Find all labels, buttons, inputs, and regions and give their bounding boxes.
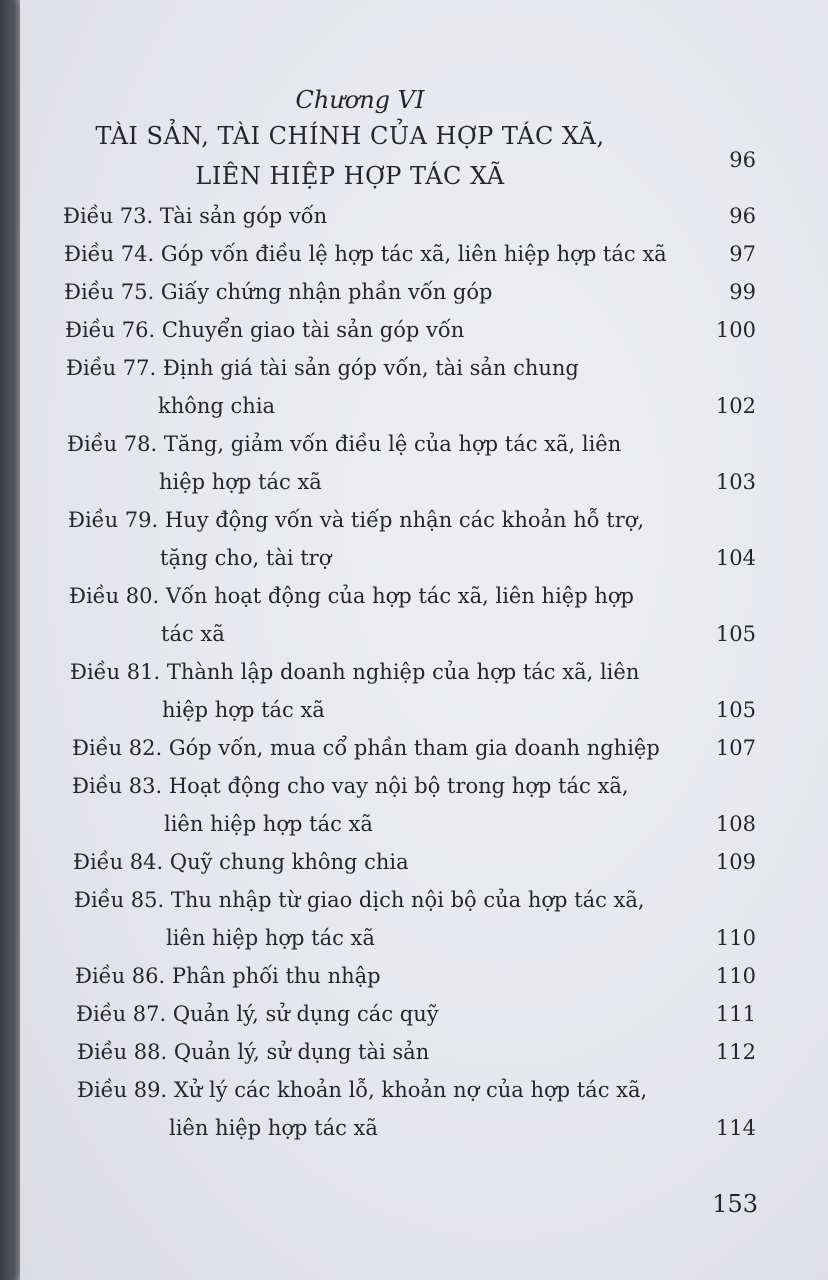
chapter-title-line-2: LIÊN HIỆP HỢP TÁC XÃ (195, 162, 505, 190)
toc-entry-label-continued: hiệp hợp tác xã (159, 470, 322, 494)
toc-entry-label-continued: tặng cho, tài trợ (160, 546, 332, 570)
toc-entry-page-number: 114 (715, 1116, 756, 1140)
toc-entry-page-number: 112 (715, 1040, 756, 1064)
toc-entry-label: Điều 77. Định giá tài sản góp vốn, tài sản chung (66, 356, 579, 380)
toc-entry-page-number: 110 (715, 964, 756, 988)
toc-entry-label: Điều 84. Quỹ chung không chia (73, 850, 409, 874)
toc-entry-label: Điều 81. Thành lập doanh nghiệp của hợp tác xã, liên (70, 660, 640, 684)
toc-entry-label: Điều 79. Huy động vốn và tiếp nhận các khoản hỗ trợ, (68, 508, 645, 532)
toc-entry-label-continued: tác xã (161, 622, 225, 646)
toc-entry-page-number: 105 (715, 622, 756, 646)
toc-entry-page-number: 100 (715, 318, 756, 342)
toc-entry-page-number: 99 (729, 280, 756, 304)
chapter-heading: Chương VI (295, 86, 425, 114)
toc-entry-page-number: 107 (715, 736, 756, 760)
toc-entry-page-number: 104 (715, 546, 756, 570)
toc-entry-page-number: 96 (729, 204, 756, 228)
toc-entry-label-continued: liên hiệp hợp tác xã (166, 926, 375, 950)
page-number: 153 (712, 1190, 758, 1218)
toc-entry-label: Điều 88. Quản lý, sử dụng tài sản (77, 1040, 430, 1064)
chapter-title (80, 116, 620, 196)
toc-entry-page-number: 108 (715, 812, 756, 836)
toc-entry-label: Điều 80. Vốn hoạt động của hợp tác xã, liên hiệp hợp (69, 584, 634, 608)
book-page (20, 0, 828, 1280)
toc-entry-label: Điều 82. Góp vốn, mua cổ phần tham gia doanh nghiệp (72, 736, 660, 760)
toc-entry-label: Điều 73. Tài sản góp vốn (63, 204, 328, 228)
toc-entry-page-number: 103 (715, 470, 756, 494)
toc-entry-label-continued: liên hiệp hợp tác xã (164, 812, 373, 836)
toc-entry-page-number: 111 (715, 1002, 756, 1026)
toc-entry-page-number: 110 (715, 926, 756, 950)
toc-entry-label-continued: không chia (158, 394, 276, 418)
toc-entry-label: Điều 85. Thu nhập từ giao dịch nội bộ của hợp tác xã, (74, 888, 645, 912)
toc-entry-label: Điều 86. Phân phối thu nhập (75, 964, 381, 988)
toc-entry-label-continued: hiệp hợp tác xã (162, 698, 325, 722)
chapter-title-page-number: 96 (729, 148, 756, 172)
chapter-title-line-1: TÀI SẢN, TÀI CHÍNH CỦA HỢP TÁC XÃ, (95, 122, 605, 150)
toc-entry-page-number: 109 (715, 850, 756, 874)
toc-entry-label: Điều 76. Chuyển giao tài sản góp vốn (65, 318, 465, 342)
toc-entry-page-number: 102 (715, 394, 756, 418)
toc-entry-label-continued: liên hiệp hợp tác xã (169, 1116, 378, 1140)
toc-entry-label: Điều 75. Giấy chứng nhận phần vốn góp (64, 280, 493, 304)
toc-entry-page-number: 105 (715, 698, 756, 722)
toc-entry-label: Điều 87. Quản lý, sử dụng các quỹ (76, 1002, 439, 1026)
toc-entry-label: Điều 83. Hoạt động cho vay nội bộ trong hợp tác xã, (72, 774, 629, 798)
toc-entry-label: Điều 89. Xử lý các khoản lỗ, khoản nợ của hợp tác xã, (77, 1078, 648, 1102)
toc-entry-label: Điều 78. Tăng, giảm vốn điều lệ của hợp tác xã, liên (67, 432, 622, 456)
toc-entry-label: Điều 74. Góp vốn điều lệ hợp tác xã, liên hiệp hợp tác xã (64, 242, 667, 266)
toc-entry-page-number: 97 (729, 242, 756, 266)
